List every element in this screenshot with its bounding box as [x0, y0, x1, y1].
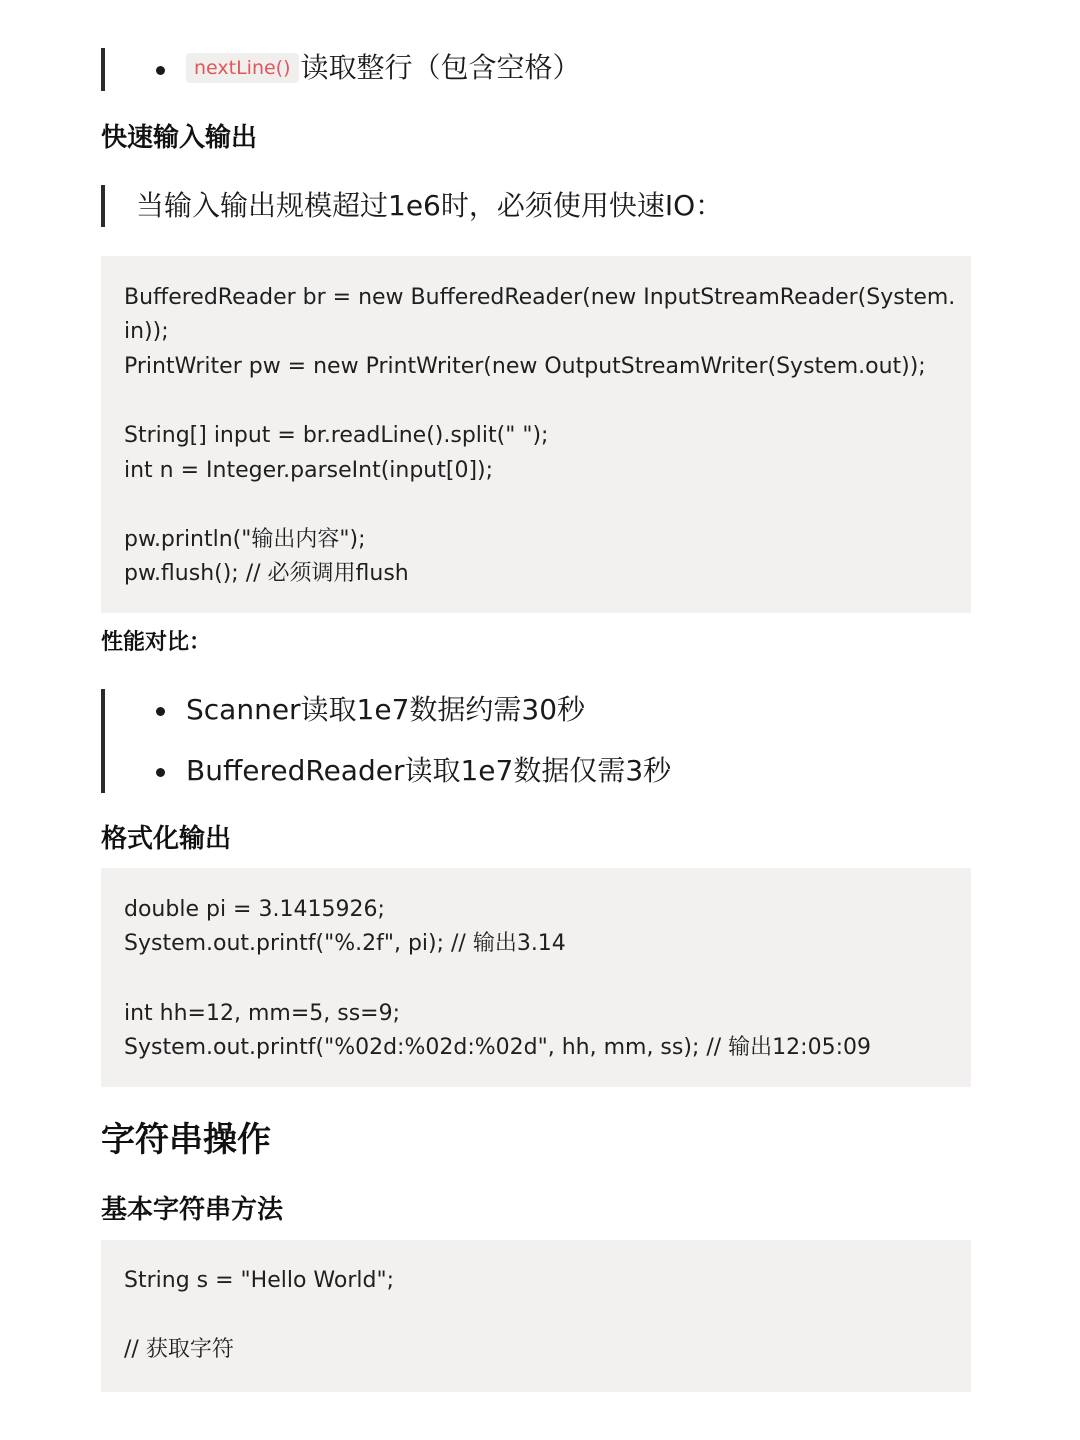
code-line: int hh=12, mm=5, ss=9;: [124, 1001, 401, 1026]
code-line: String[] input = br.readLine().split(" ");: [124, 423, 549, 448]
list-item: [186, 50, 581, 86]
section-heading: 格式化输出: [101, 824, 232, 854]
list-item: Scanner读取1e7数据约需30秒: [186, 693, 586, 726]
code-line: String s = "Hello World";: [124, 1268, 394, 1293]
quote-text: 当输入输出规模超过1e6时，必须使用快速IO：: [136, 189, 724, 222]
section-heading: 快速输入输出: [101, 123, 258, 153]
code-block: [101, 868, 971, 1087]
code-line: pw.flush(); // 必须调用flush: [124, 561, 409, 586]
bullet: [156, 66, 165, 75]
code-block: [101, 1240, 971, 1392]
list-item: BufferedReader读取1e7数据仅需3秒: [186, 754, 672, 787]
quote-bar: [101, 689, 105, 793]
list-item-text: 读取整行（包含空格）: [300, 51, 581, 84]
subsection-heading: 性能对比：: [101, 630, 212, 655]
quote-bar: [101, 48, 105, 91]
code-block: [101, 256, 971, 613]
section-heading: 基本字符串方法: [101, 1195, 284, 1225]
code-line: BufferedReader br = new BufferedReader(new InputStreamReader(System.: [124, 285, 956, 310]
code-line: double pi = 3.1415926;: [124, 897, 385, 922]
bullet: [156, 707, 165, 716]
page-heading: 字符串操作: [101, 1120, 271, 1160]
code-line: pw.println("输出内容");: [124, 527, 366, 552]
code-line: // 获取字符: [124, 1337, 234, 1362]
inline-code: nextLine(): [186, 53, 299, 83]
code-line: System.out.printf("%.2f", pi); // 输出3.14: [124, 931, 566, 956]
code-line: int n = Integer.parseInt(input[0]);: [124, 458, 494, 483]
quote-bar: [101, 185, 105, 227]
code-line: in));: [124, 319, 169, 344]
code-line: System.out.printf("%02d:%02d:%02d", hh, mm, ss); // 输出12:05:09: [124, 1035, 871, 1060]
code-line: PrintWriter pw = new PrintWriter(new OutputStreamWriter(System.out));: [124, 354, 926, 379]
bullet: [156, 768, 165, 777]
